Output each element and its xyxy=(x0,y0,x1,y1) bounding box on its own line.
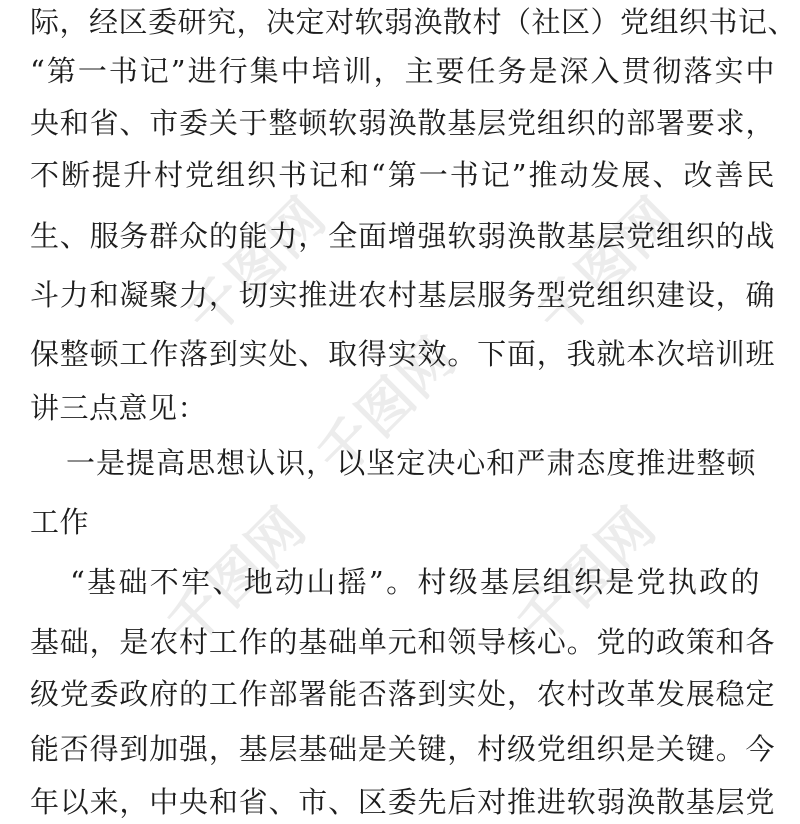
watermark: 千图网 xyxy=(155,494,319,658)
text-line-11: “基础不牢、地动山摇”。村级基层组织是党执政的 xyxy=(70,565,760,599)
text-line-2: “第一书记”进行集中培训，主要任务是深入贯彻落实中 xyxy=(30,54,775,88)
watermark: 千图网 xyxy=(305,324,469,488)
text-line-5: 生、服务群众的能力，全面增强软弱涣散基层党组织的战 xyxy=(30,219,775,253)
text-line-1: 际，经区委研究，决定对软弱涣散村（社区）党组织书记、 xyxy=(30,5,798,39)
watermark: 千图网 xyxy=(525,184,689,348)
text-line-8: 讲三点意见： xyxy=(30,391,208,425)
section-heading-line-1: 一是提高思想认识，以坚定决心和严肃态度推进整顿 xyxy=(66,446,756,480)
watermark: 千图网 xyxy=(505,494,669,658)
text-line-6: 斗力和凝聚力，切实推进农村基层服务型党组织建设，确 xyxy=(30,278,775,312)
text-line-7: 保整顿工作落到实处、取得实效。下面，我就本次培训班 xyxy=(30,337,775,371)
text-line-3: 央和省、市委关于整顿软弱涣散基层党组织的部署要求， xyxy=(30,106,775,140)
text-line-4: 不断提升村党组织书记和“第一书记”推动发展、改善民 xyxy=(30,158,775,192)
text-line-15: 年以来，中央和省、市、区委先后对推进软弱涣散基层党 xyxy=(30,785,775,819)
text-line-12: 基础，是农村工作的基础单元和领导核心。党的政策和各 xyxy=(30,625,775,659)
text-line-13: 级党委政府的工作部署能否落到实处，农村改革发展稳定 xyxy=(30,677,775,711)
watermark: 千图网 xyxy=(175,184,339,348)
section-heading-line-2: 工作 xyxy=(30,505,90,539)
text-line-14: 能否得到加强，基层基础是关键，村级党组织是关键。今 xyxy=(30,732,775,766)
